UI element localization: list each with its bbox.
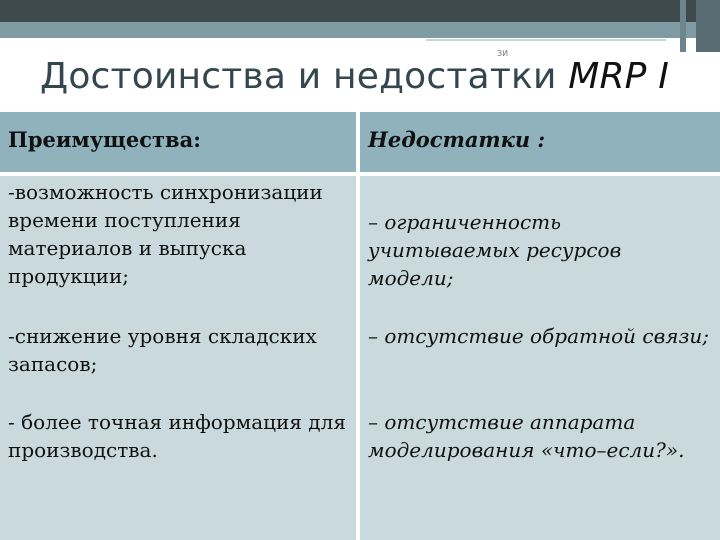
disadvantage-item: – отсутствие обратной связи; bbox=[368, 324, 710, 348]
title-main: Достоинства и недостатки bbox=[40, 56, 569, 97]
tiny-mark: ЗИ bbox=[497, 49, 509, 58]
top-accent bbox=[0, 22, 720, 38]
table-column-separator bbox=[356, 112, 360, 540]
table-header-separator bbox=[0, 172, 720, 176]
comparison-table bbox=[0, 112, 720, 540]
top-band bbox=[0, 0, 720, 22]
right-corner-block bbox=[696, 0, 720, 52]
advantage-item: -возможность синхронизации времени поступления материалов и выпуска продукции; bbox=[8, 180, 323, 288]
title-highlight: MRP I bbox=[568, 56, 670, 97]
disadvantage-item: – ограниченность учитываемых ресурсов модели; bbox=[368, 210, 622, 290]
advantage-item: - более точная информация для производства. bbox=[8, 410, 346, 462]
disadvantages-cell bbox=[360, 176, 720, 540]
header-disadvantages: Недостатки : bbox=[360, 112, 720, 172]
header-advantages: Преимущества: bbox=[0, 112, 356, 172]
advantage-item: -снижение уровня складских запасов; bbox=[8, 324, 317, 376]
page-title bbox=[40, 49, 670, 102]
disadvantage-item: – отсутствие аппарата моделирования «что–если?». bbox=[368, 410, 685, 462]
top-rule bbox=[426, 39, 666, 41]
advantages-cell bbox=[0, 176, 356, 540]
